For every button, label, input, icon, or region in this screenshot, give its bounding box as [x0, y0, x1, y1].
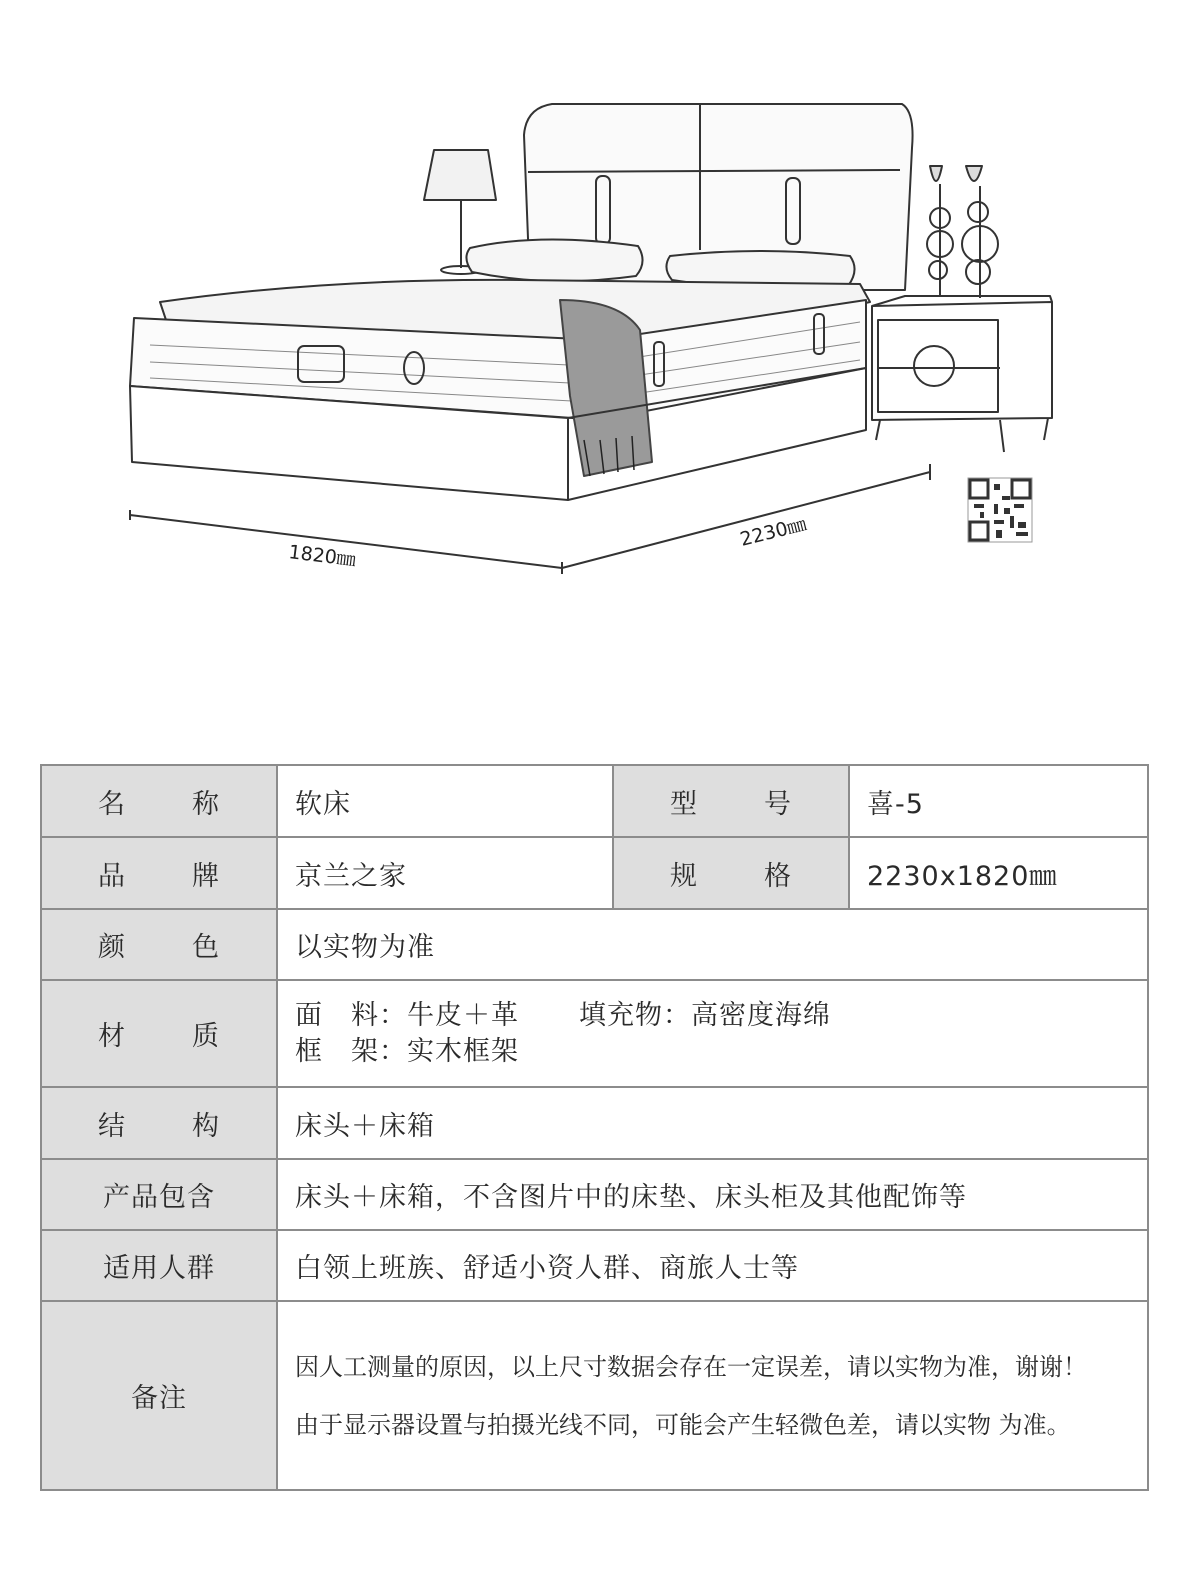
includes-value: 床头＋床箱，不含图片中的床垫、床头柜及其他配饰等: [277, 1159, 1148, 1230]
size-key: 规 格: [613, 837, 849, 909]
spec-row-structure: [41, 1087, 1148, 1159]
model-key: 型 号: [613, 765, 849, 837]
spec-row-brand-size: [41, 837, 1148, 909]
width-dimension-label: 1820㎜: [287, 541, 357, 572]
brand-key: 品 牌: [41, 837, 277, 909]
name-key: 名 称: [41, 765, 277, 837]
spec-row-color: [41, 909, 1148, 980]
spec-row-remarks: [41, 1301, 1148, 1490]
audience-key: 适用人群: [41, 1230, 277, 1301]
spec-row-audience: [41, 1230, 1148, 1301]
remark-line-2: 由于显示器设置与拍摄光线不同，可能会产生轻微色差，请以实物 为准。: [295, 1410, 1071, 1439]
model-value: 喜-5: [849, 765, 1148, 837]
material-key: 材 质: [41, 980, 277, 1087]
spec-table: [40, 764, 1149, 1491]
qr-code-image: [968, 478, 1032, 542]
spec-row-material: [41, 980, 1148, 1087]
brand-value: 京兰之家: [277, 837, 613, 909]
material-frame: 框 架：实木框架: [295, 1035, 519, 1067]
color-value: 以实物为准: [277, 909, 1148, 980]
material-filling: 填充物：高密度海绵: [579, 999, 831, 1031]
material-value: [277, 980, 1148, 1087]
remarks-value: [277, 1301, 1148, 1490]
material-fabric: 面 料：牛皮＋革: [295, 999, 519, 1031]
name-value: 软床: [277, 765, 613, 837]
bed-sketch-illustration: [0, 0, 1200, 620]
color-key: 颜 色: [41, 909, 277, 980]
spec-row-includes: [41, 1159, 1148, 1230]
remark-line-1: 因人工测量的原因，以上尺寸数据会存在一定误差，请以实物为准，谢谢！: [295, 1352, 1087, 1381]
depth-dimension-label: 2230㎜: [737, 513, 809, 551]
remarks-key: 备注: [41, 1301, 277, 1490]
structure-key: 结 构: [41, 1087, 277, 1159]
spec-row-name-model: [41, 765, 1148, 837]
includes-key: 产品包含: [41, 1159, 277, 1230]
audience-value: 白领上班族、舒适小资人群、商旅人士等: [277, 1230, 1148, 1301]
structure-value: 床头＋床箱: [277, 1087, 1148, 1159]
size-value: 2230x1820㎜: [849, 837, 1148, 909]
